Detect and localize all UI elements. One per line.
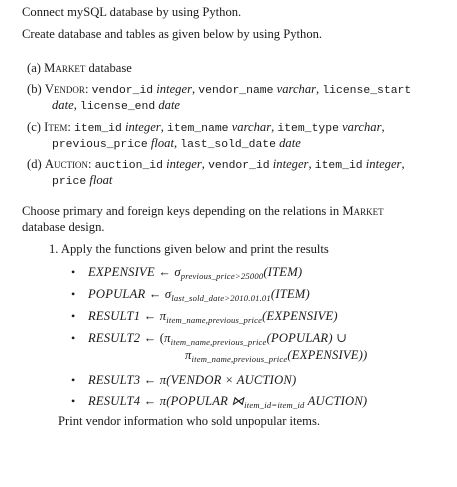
project-attrs: item_name,previous_price (166, 315, 263, 325)
field-name: item_id (74, 123, 122, 135)
expr-body: π(POPULAR ⋈ (159, 394, 245, 408)
expr-result2: RESULT2 ← ($\pi_{item\_name,previous\_price}(POPULAR)$ ∪ (88, 331, 347, 347)
arrow-symbol: ← (143, 309, 157, 323)
project-attrs: item_name,previous_price (191, 354, 288, 364)
expr-result2-cont (185, 347, 367, 367)
field-name: vendor_id (208, 160, 270, 172)
list-label: (b) (27, 82, 42, 96)
arrow-symbol: ← (158, 265, 172, 279)
list-item-vendor-cont: date, license_end date (52, 98, 181, 113)
field-name: item_type (277, 123, 339, 135)
expr-body: AUCTION) (304, 394, 368, 408)
market-name: Market (342, 204, 384, 218)
expr-result3 (88, 372, 296, 388)
select-condition: previous_price>25000 (180, 271, 264, 281)
final-instruction: Print vendor information who sold unpopular items. (58, 414, 320, 428)
arrow-symbol: ← (143, 331, 157, 345)
list-rest: : (67, 120, 71, 134)
expr-arg: (EXPENSIVE) (262, 309, 338, 323)
field-type: varchar (231, 120, 272, 134)
table-name: Item (44, 120, 68, 134)
field-type: varchar (342, 120, 382, 134)
choose-keys-line-1 (22, 203, 384, 219)
choose-keys-line-2: database design. (22, 220, 105, 234)
list-label: (a) (27, 61, 41, 75)
expr-arg: (EXPENSIVE)) (287, 348, 368, 362)
choose-text: Choose primary and foreign keys depending on the relations in (22, 204, 343, 218)
field-type: integer (272, 157, 309, 171)
bullet-6: • (71, 394, 76, 408)
field-type: date (158, 98, 181, 112)
arrow-symbol: ← (143, 373, 157, 387)
list-rest: database (85, 61, 132, 75)
list-item-item: (c) Item: item_id integer, item_name varchar, item_type varchar, (27, 120, 385, 135)
union-symbol: ∪ (336, 331, 347, 345)
table-name: Vendor (44, 82, 85, 96)
join-condition: item_id=item_id (244, 400, 305, 410)
arrow-symbol: ← (143, 394, 157, 408)
expr-lhs: EXPENSIVE (88, 265, 155, 279)
expr-lhs: RESULT4 (88, 394, 141, 408)
arrow-symbol: ← (148, 287, 162, 301)
step-1: 1. Apply the functions given below and print the results (49, 242, 329, 256)
field-type: varchar (276, 82, 317, 96)
bullet-1: • (71, 265, 76, 279)
field-type: date (52, 98, 74, 112)
list-item-auction-cont (52, 172, 112, 190)
field-name: item_name (167, 123, 229, 135)
pi-symbol: π (164, 331, 171, 345)
list-label: (d) (27, 157, 42, 171)
title-line-2: Create database and tables as given below by using Python. (22, 27, 323, 41)
expr-body: π(VENDOR × AUCTION) (159, 373, 297, 387)
expr-lhs: RESULT2 (88, 331, 141, 345)
select-condition: last_sold_date>2010.01.01 (171, 293, 271, 303)
table-name: Auction (44, 157, 88, 171)
field-name: previous_price (52, 139, 148, 151)
field-name: vendor_id (91, 85, 154, 97)
expr-arg: (ITEM) (270, 287, 310, 301)
field-type: integer (365, 157, 402, 171)
expr-arg: (ITEM) (263, 265, 303, 279)
expr-popular (88, 286, 310, 306)
bullet-5: • (71, 373, 76, 387)
pi-symbol: π (185, 348, 192, 362)
list-item-vendor: (b) Vendor: vendor_id integer, vendor_name varchar, license_start (27, 82, 412, 97)
field-name: price (52, 176, 87, 188)
list-label: (c) (27, 120, 41, 134)
sigma-symbol: σ (174, 265, 181, 279)
list-item-item-cont: previous_price float, last_sold_date date (52, 136, 301, 151)
field-type: float (150, 136, 174, 150)
field-type: date (279, 136, 301, 150)
field-name: auction_id (94, 160, 163, 172)
field-name: last_sold_date (180, 139, 276, 151)
expr-arg: (POPULAR) (266, 331, 333, 345)
field-name: vendor_name (198, 85, 274, 97)
title-line-1: Connect mySQL database by using Python. (22, 5, 242, 19)
field-type: integer (156, 82, 192, 96)
field-type: float (89, 173, 113, 187)
expr-result4 (88, 393, 367, 413)
expr-result1 (88, 308, 338, 328)
sigma-symbol: σ (164, 287, 172, 301)
field-name: license_end (79, 101, 156, 113)
bullet-3: • (71, 309, 76, 323)
pi-symbol: π (159, 309, 167, 323)
field-name: license_start (322, 85, 412, 97)
expr-expensive (88, 264, 302, 284)
project-attrs: item_name,previous_price (170, 337, 267, 347)
list-rest: : (84, 82, 89, 96)
field-name: item_id (314, 160, 363, 172)
list-rest: : (87, 157, 92, 171)
expr-lhs: RESULT1 (88, 309, 141, 323)
bullet-2: • (71, 287, 76, 301)
field-type: integer (125, 120, 161, 134)
field-type: integer (166, 157, 202, 171)
bullet-4: • (71, 331, 76, 345)
expr-lhs: POPULAR (88, 287, 146, 301)
expr-lhs: RESULT3 (88, 373, 141, 387)
list-item-market (27, 60, 132, 76)
list-item-auction: (d) Auction: auction_id integer, vendor_id integer, item_id integer, (27, 157, 405, 172)
table-name: Market (44, 61, 86, 75)
